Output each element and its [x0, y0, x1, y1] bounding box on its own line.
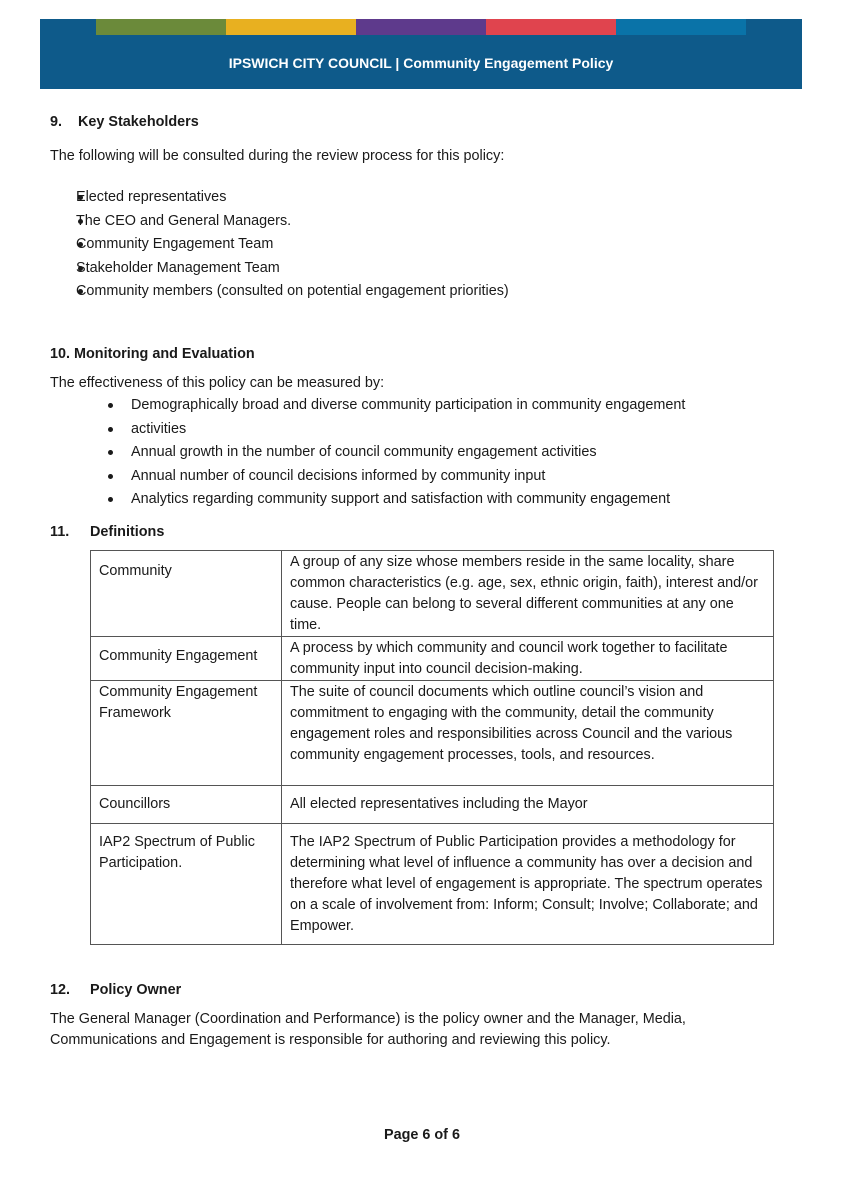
definition-cell: The suite of council documents which outline council’s vision and commitment to engaging with the community, detail the community engagement roles and responsibilities across Council and the various community engagement processes, tools, and resources. — [290, 684, 733, 763]
section-10-intro: The effectiveness of this policy can be measured by: — [50, 375, 385, 391]
list-item: Demographically broad and diverse community participation in community engagement — [105, 394, 795, 418]
list-item: activities — [105, 418, 795, 442]
section-11-number: 11. — [50, 524, 70, 540]
table-row — [91, 681, 774, 786]
term-cell: IAP2 Spectrum of Public Participation. — [99, 834, 255, 871]
term-cell: Community — [99, 563, 172, 579]
definitions-table — [90, 550, 774, 945]
section-9-number: 9. — [50, 114, 63, 130]
section-12-body: The General Manager (Coordination and Performance) is the policy owner and the Manager, Media, Communications and Engagement is responsible for authoring and reviewing this policy. — [50, 1011, 686, 1048]
header-stripe-green — [96, 19, 226, 35]
definition-cell: The IAP2 Spectrum of Public Participation provides a methodology for determining what level of influence a community has over a decision and therefore what level of engagement is appropriate. The spectrum operates on a scale of involvement from: Inform; Consult; Involve; Collaborate; and Empower. — [290, 834, 763, 934]
section-12-number: 12. — [50, 982, 71, 998]
header-title: IPSWICH CITY COUNCIL | Community Engagement Policy — [228, 55, 614, 71]
table-row — [91, 637, 774, 681]
table-row — [91, 786, 774, 824]
list-item: Annual number of council decisions informed by community input — [105, 465, 795, 489]
section-11-title: Definitions — [90, 524, 165, 540]
definition-cell: A group of any size whose members reside in the same locality, share common characteristics (e.g. age, sex, ethnic origin, faith), interest and/or cause. People can belong to several different communities at any one time. — [290, 554, 758, 633]
list-item: Elected representatives — [76, 189, 227, 205]
section-10-heading: 10. Monitoring and Evaluation — [50, 346, 255, 362]
table-row — [91, 824, 774, 945]
list-item: Analytics regarding community support and satisfaction with community engagement — [105, 488, 795, 512]
stakeholder-list — [50, 186, 770, 304]
list-item: Community Engagement Team — [76, 236, 274, 252]
list-item: Stakeholder Management Team — [76, 259, 280, 276]
term-cell: Community Engagement — [99, 648, 258, 664]
list-item: Community members (consulted on potential engagement priorities) — [76, 283, 509, 299]
monitoring-list — [105, 394, 795, 512]
section-12-heading — [50, 980, 182, 1001]
list-item: Annual growth in the number of council community engagement activities — [105, 441, 795, 465]
table-row — [91, 551, 774, 637]
term-cell: Community Engagement Framework — [99, 684, 258, 721]
section-12-title: Policy Owner — [90, 982, 182, 998]
section-11-heading — [50, 522, 165, 543]
header-stripe-yellow — [226, 19, 356, 35]
section-9-title: Key Stakeholders — [78, 114, 199, 130]
header-stripe-purple — [356, 19, 486, 35]
header-stripe-red — [486, 19, 616, 35]
definition-cell: All elected representatives including the Mayor — [290, 796, 588, 812]
definition-cell: A process by which community and council work together to facilitate community input into council decision-making. — [290, 640, 728, 677]
list-item: The CEO and General Managers. — [76, 212, 292, 229]
page-header — [40, 19, 802, 89]
term-cell: Councillors — [99, 796, 171, 812]
section-9-heading — [50, 112, 199, 133]
section-9-intro: The following will be consulted during the review process for this policy: — [50, 148, 505, 164]
header-stripe-blue — [616, 19, 746, 35]
page-number: Page 6 of 6 — [384, 1127, 460, 1143]
